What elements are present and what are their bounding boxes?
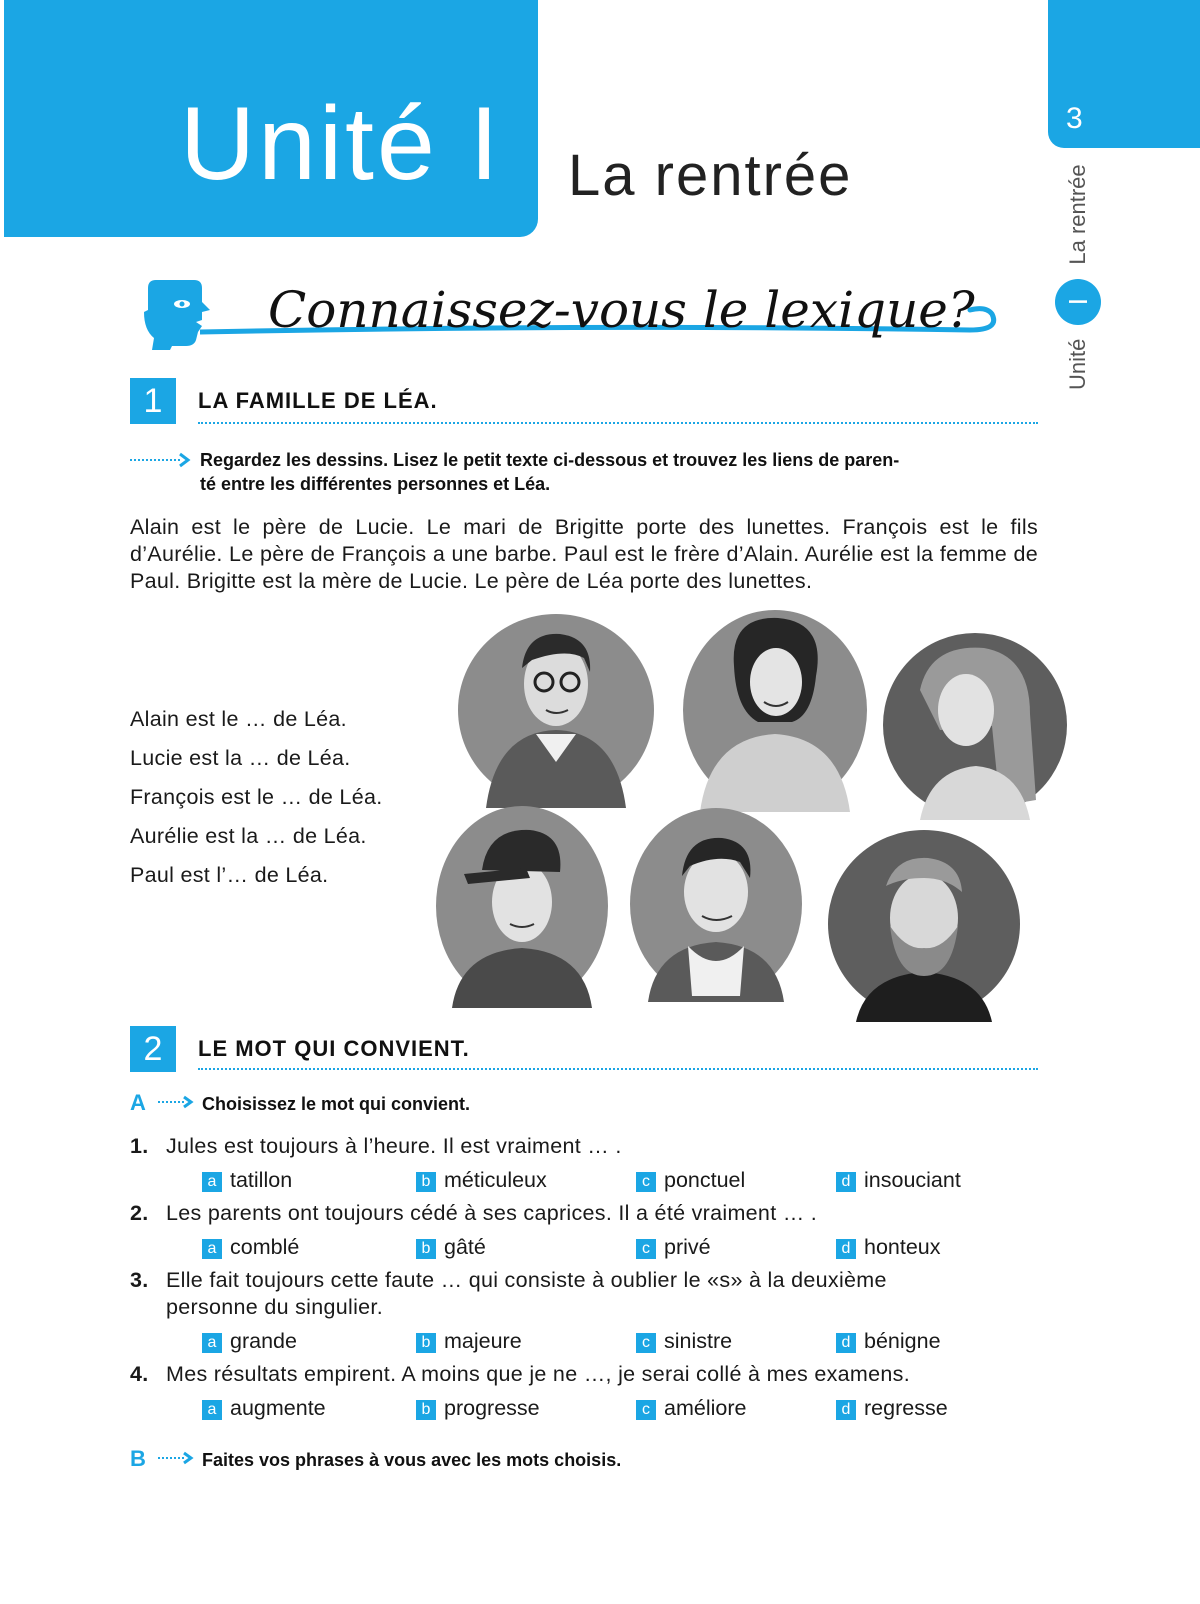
question-line <box>130 1268 887 1293</box>
portrait-boy-cap <box>434 802 610 1008</box>
section1-divider <box>198 422 1038 424</box>
section1-instruction-line1: Regardez les dessins. Lisez le petit texte ci-dessous et trouvez les liens de paren- <box>200 450 900 470</box>
section1-paragraph: Alain est le père de Lucie. Le mari de Brigitte porte des lunettes. François est le fils d’Aurélie. Le père de François a une barbe. Paul est le frère d’Alain. Aurélie est la femme de Paul. Brigitte est la mère de Lucie. Le père de Léa porte des lunettes. <box>130 515 1038 593</box>
option-b[interactable]: b gâté <box>416 1235 486 1260</box>
question-text: Jules est toujours à l’heure. Il est vraiment … . <box>166 1134 622 1158</box>
option-c[interactable]: c améliore <box>636 1396 746 1421</box>
section1-title: LA FAMILLE DE LÉA. <box>198 388 438 413</box>
chapter-title: La rentrée <box>568 143 853 208</box>
question-line <box>130 1201 817 1226</box>
question-line <box>130 1134 622 1159</box>
family-line: Aurélie est la … de Léa. <box>130 824 367 848</box>
question-text: Mes résultats empirent. A moins que je ne …, je serai collé à mes examens. <box>166 1362 910 1386</box>
side-label-unite: Unité <box>1065 338 1090 390</box>
portrait-woman-curly <box>680 606 870 812</box>
profile-head-icon <box>142 276 212 350</box>
part-a-instruction: Choisissez le mot qui convient. <box>202 1094 471 1114</box>
section2-number: 2 <box>130 1026 176 1072</box>
family-line: Alain est le … de Léa. <box>130 707 347 731</box>
arrow-lead-icon <box>130 452 192 468</box>
section2-title: LE MOT QUI CONVIENT. <box>198 1036 470 1061</box>
option-c[interactable]: c sinistre <box>636 1329 732 1354</box>
family-line: François est le … de Léa. <box>130 785 383 809</box>
option-d[interactable]: d regresse <box>836 1396 948 1421</box>
option-c[interactable]: c ponctuel <box>636 1168 745 1193</box>
question-number: 4. <box>130 1362 149 1386</box>
portrait-woman-short-hair <box>628 806 804 1002</box>
question-line <box>130 1362 910 1387</box>
side-chapter-label <box>1058 160 1098 400</box>
family-line: Lucie est la … de Léa. <box>130 746 351 770</box>
option-a[interactable]: a comblé <box>202 1235 299 1260</box>
part-b-letter: B <box>130 1446 146 1471</box>
option-a[interactable]: a augmente <box>202 1396 326 1421</box>
question-number: 2. <box>130 1201 149 1225</box>
question-text: Les parents ont toujours cédé à ses caprices. Il a été vraiment … . <box>166 1201 818 1225</box>
page-number: 3 <box>1066 102 1083 135</box>
lexique-title: Connaissez-vous le lexique? <box>268 281 975 339</box>
option-d[interactable]: d insouciant <box>836 1168 961 1193</box>
section1-number: 1 <box>130 378 176 424</box>
family-line: Paul est l’… de Léa. <box>130 863 329 887</box>
option-d[interactable]: d honteux <box>836 1235 941 1260</box>
portrait-man-beard <box>826 826 1022 1022</box>
option-d[interactable]: d bénigne <box>836 1329 941 1354</box>
option-c[interactable]: c privé <box>636 1235 711 1260</box>
option-a[interactable]: a tatillon <box>202 1168 292 1193</box>
part-a-letter: A <box>130 1090 146 1115</box>
section1-instruction-line2: té entre les différentes personnes et Léa. <box>200 474 551 494</box>
option-b[interactable]: b majeure <box>416 1329 522 1354</box>
side-label-chapter: La rentrée <box>1065 164 1090 265</box>
portrait-man-glasses <box>456 612 656 808</box>
option-b[interactable]: b progresse <box>416 1396 540 1421</box>
option-a[interactable]: a grande <box>202 1329 297 1354</box>
unit-title: Unité I <box>180 86 502 202</box>
portrait-woman-long-hair <box>880 630 1070 820</box>
option-b[interactable]: b méticuleux <box>416 1168 547 1193</box>
arrow-lead-icon <box>158 1451 194 1465</box>
question-text-continued: personne du singulier. <box>166 1295 383 1319</box>
arrow-lead-icon <box>158 1095 194 1109</box>
section2-divider <box>198 1068 1038 1070</box>
question-number: 3. <box>130 1268 149 1292</box>
question-number: 1. <box>130 1134 149 1158</box>
part-b-instruction: Faites vos phrases à vous avec les mots choisis. <box>202 1450 622 1470</box>
side-label-badge: I <box>1055 279 1101 325</box>
question-text: Elle fait toujours cette faute … qui consiste à oublier le «s» à la deuxième <box>166 1268 887 1292</box>
